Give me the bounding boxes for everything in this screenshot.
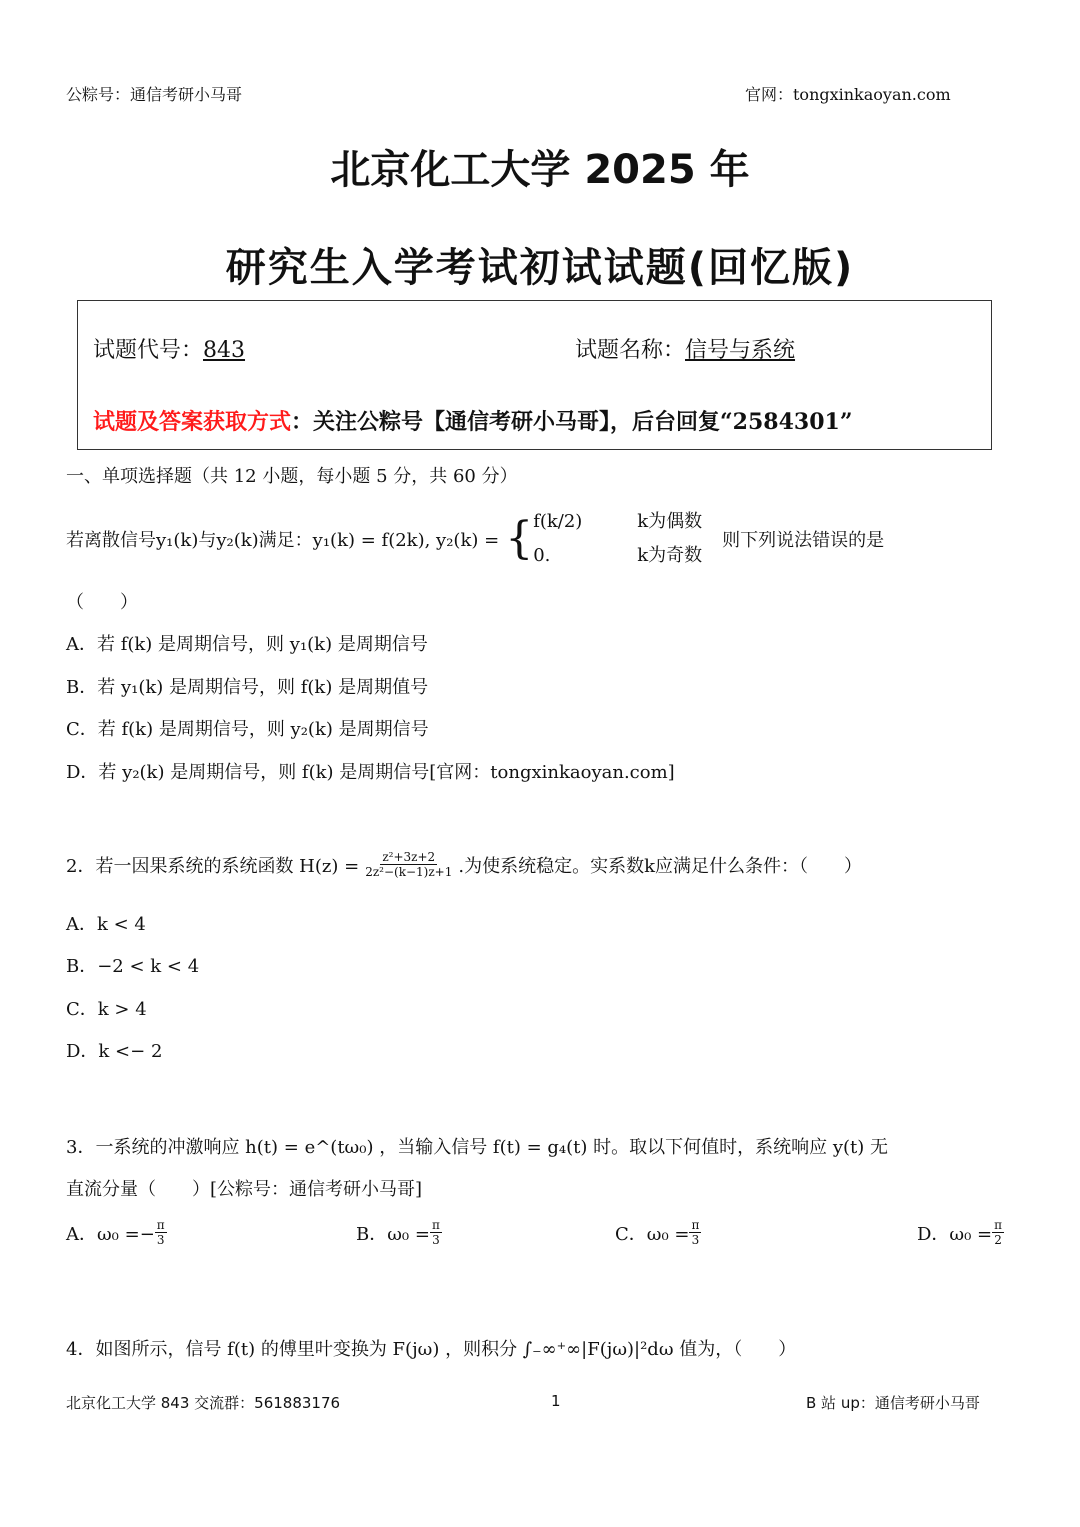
footer-right-text: B 站 up：通信考研小马哥 xyxy=(806,1394,980,1412)
q1-case1-cond: k为偶数 xyxy=(637,511,703,532)
q3-option-b-fraction xyxy=(430,1218,442,1247)
q3-option-d xyxy=(917,1218,1004,1247)
q1-option-c: C．若 f(k) 是周期信号，则 y₂(k) 是周期信号 xyxy=(66,719,429,740)
q1-case1-expr: f(k/2) xyxy=(533,511,583,532)
q3-option-d-label: D．ω₀ = xyxy=(917,1223,993,1245)
q1-option-a: A．若 f(k) 是周期信号，则 y₁(k) 是周期信号 xyxy=(66,634,428,655)
q3-option-a-label: A．ω₀ =− xyxy=(66,1223,155,1245)
q3-option-a-fraction xyxy=(155,1218,167,1247)
q3-option-b-label: B．ω₀ = xyxy=(356,1223,430,1245)
exam-name-label: 试题名称： xyxy=(575,338,686,363)
page-title-line2: 研究生入学考试初试试题(回忆版) xyxy=(225,245,855,291)
exam-name xyxy=(575,333,795,364)
q1-case2-cond: k为奇数 xyxy=(637,545,703,566)
q2-option-d: D．k <− 2 xyxy=(66,1041,163,1062)
exam-name-value: 信号与系统 xyxy=(685,338,796,363)
q3-option-b xyxy=(356,1218,442,1247)
q2-option-a: A．k < 4 xyxy=(66,914,146,935)
q3-option-d-fraction xyxy=(992,1218,1004,1247)
page-title-line1: 北京化工大学 2025 年 xyxy=(330,147,750,193)
q2-option-c: C．k > 4 xyxy=(66,999,147,1020)
q3-stem-line2: 直流分量（ ）[公粽号：通信考研小马哥] xyxy=(66,1179,423,1200)
exam-code xyxy=(93,333,245,364)
fraction-den: 3 xyxy=(156,1233,165,1247)
header-left-text: 公粽号：通信考研小马哥 xyxy=(66,85,243,104)
q1-case2-expr: 0. xyxy=(533,545,551,566)
exam-code-label: 试题代号： xyxy=(93,338,204,363)
exam-info-box xyxy=(77,300,992,450)
left-brace-icon: { xyxy=(505,513,534,564)
q1-option-b: B．若 y₁(k) 是周期信号，则 f(k) 是周期值号 xyxy=(66,677,429,698)
fraction-den: 3 xyxy=(432,1233,440,1247)
q1-stem-prefix: 若离散信号y₁(k)与y₂(k)满足：y₁(k) = f(2k), y₂(k) = xyxy=(66,530,500,551)
q1-answer-blank: （ ） xyxy=(66,592,138,613)
q1-piecewise xyxy=(533,505,702,573)
q3-option-c-label: C．ω₀ = xyxy=(615,1223,690,1245)
q4-stem: 4．如图所示，信号 f(t) 的傅里叶变换为 F(jω) ，则积分 ∫₋∞⁺∞|F(jω)|²dω 值为，（ ） xyxy=(66,1339,797,1360)
fraction-num: π xyxy=(994,1218,1003,1232)
question-2-stem xyxy=(66,850,862,879)
q3-option-c-fraction xyxy=(689,1218,701,1247)
fraction-den: 2 xyxy=(994,1233,1002,1247)
answer-notice xyxy=(93,405,852,436)
exam-code-value: 843 xyxy=(203,338,246,363)
fraction-num: π xyxy=(691,1218,700,1232)
q2-numerator: z²+3z+2 xyxy=(382,850,436,864)
header-right-website: 官网：tongxinkaoyan.com xyxy=(745,85,951,104)
q3-option-a xyxy=(66,1218,167,1247)
answer-notice-text: ：关注公粽号【通信考研小马哥】，后台回复“2584301” xyxy=(291,409,853,435)
q2-stem-suffix: .为使系统稳定。实系数k应满足什么条件：（ ） xyxy=(458,855,863,877)
q2-option-b: B．−2 < k < 4 xyxy=(66,956,200,977)
q3-stem-line1: 3．一系统的冲激响应 h(t) = e^(tω₀) ，当输入信号 f(t) = g₄(t) 时。取以下何值时，系统响应 y(t) 无 xyxy=(66,1137,889,1158)
q1-stem-suffix: 则下列说法错误的是 xyxy=(722,530,885,551)
answer-notice-highlight: 试题及答案获取方式 xyxy=(93,409,292,435)
question-1-stem xyxy=(66,505,884,573)
footer-left-text: 北京化工大学 843 交流群：561883176 xyxy=(66,1394,341,1412)
fraction-num: π xyxy=(431,1218,440,1232)
q1-option-d: D．若 y₂(k) 是周期信号，则 f(k) 是周期信号[官网：tongxinkaoyan.com] xyxy=(66,762,675,783)
q3-option-c xyxy=(615,1218,701,1247)
fraction-num: π xyxy=(156,1218,165,1232)
page-number: 1 xyxy=(551,1392,561,1410)
fraction-den: 3 xyxy=(691,1233,700,1247)
q2-denominator: 2z²−(k−1)z+1 xyxy=(365,865,453,879)
section-heading: 一、单项选择题（共 12 小题，每小题 5 分，共 60 分） xyxy=(66,466,518,487)
q2-stem-prefix: 2．若一因果系统的系统函数 H(z) = xyxy=(66,855,360,877)
q2-transfer-fraction xyxy=(365,850,452,879)
